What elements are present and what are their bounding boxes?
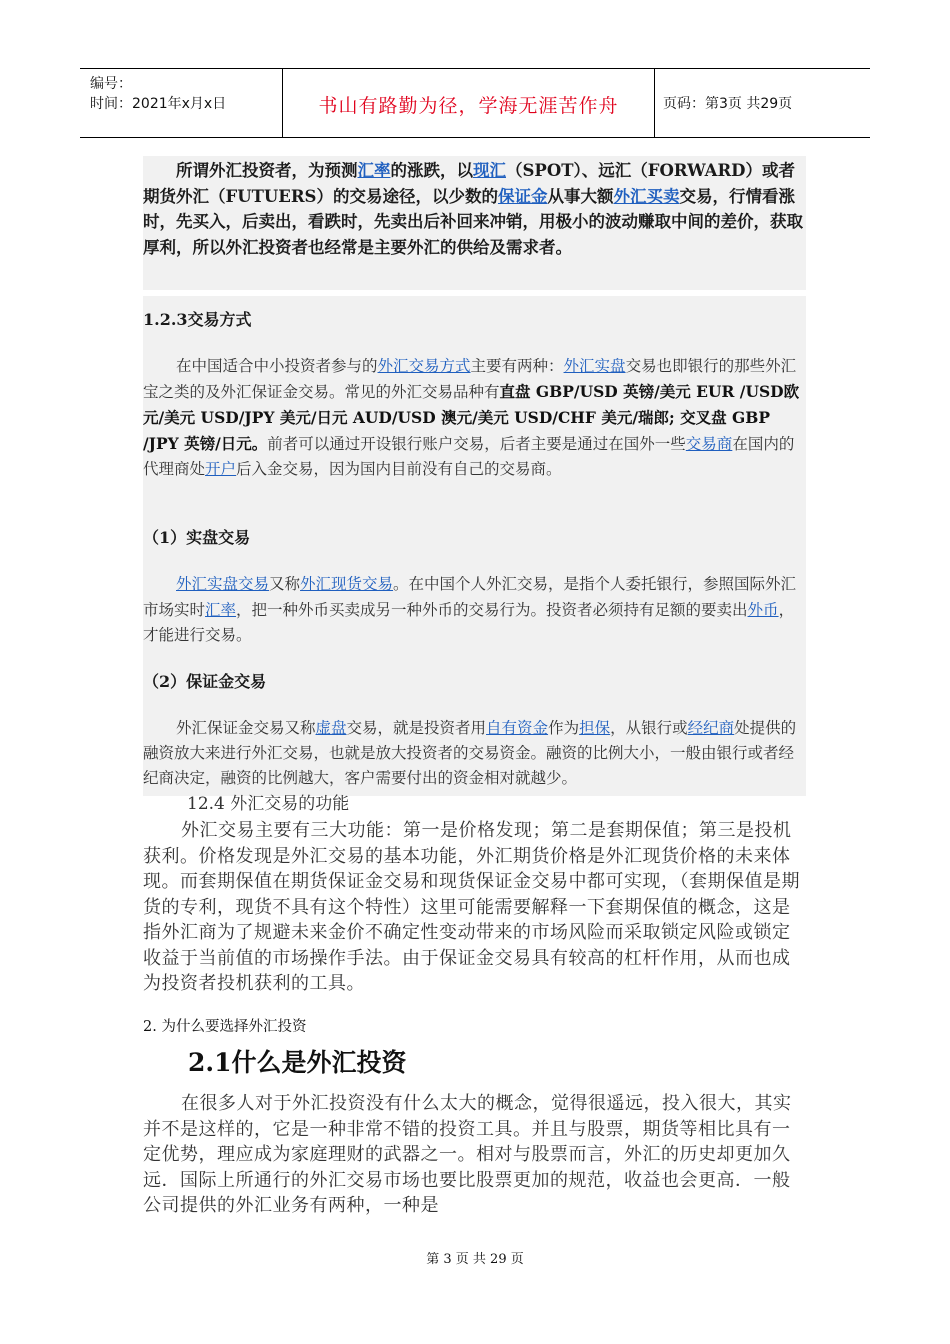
link-virtual-trade[interactable]: 虚盘 <box>315 719 347 737</box>
text-run: 。在中国个人外汇交易，是指个人委托银行，参照国际外汇市场实时 <box>143 575 797 619</box>
text-run: 交易，就是投资者用 <box>346 719 487 737</box>
text-run: 又称 <box>269 575 301 593</box>
link-broker[interactable]: 经纪商 <box>687 719 735 737</box>
header-page-cell <box>655 69 870 137</box>
link-forex-cash-trade[interactable]: 外汇现货交易 <box>300 575 394 593</box>
text-run: 作为 <box>548 719 580 737</box>
text-run: 处提供的融资放大来进行外汇交易，也就是放大投资者的交易资金。融资的比例大小，一般由银行或者经纪商决定，融资的比例越大，客户需要付出的资金相对就越少。 <box>143 719 797 787</box>
link-forex-spot[interactable]: 外汇实盘 <box>563 357 626 375</box>
link-exchange-rate[interactable]: 汇率 <box>357 161 391 180</box>
link-forex-trading[interactable]: 外汇买卖 <box>613 186 680 206</box>
text-run: 从事大额 <box>547 186 614 206</box>
section-heading-spot-trade: （1）实盘交易 <box>143 528 251 547</box>
section-heading-margin-trade: （2）保证金交易 <box>143 672 267 691</box>
header-meta-cell <box>80 69 283 137</box>
chapter-heading-why-forex: 2. 为什么要选择外汇投资 <box>143 1019 307 1035</box>
page-header <box>80 68 870 138</box>
section-heading-what-is-forex: 2.1什么是外汇投资 <box>188 1048 407 1077</box>
text-run: （SPOT）、远汇（FORWARD）或者期货外汇（FUTUERS）的交易途径，以少数的 <box>143 161 795 206</box>
link-dealer[interactable]: 交易商 <box>685 435 733 453</box>
what-is-forex-paragraph: 在很多人对于外汇投资没有什么太大的概念，觉得很遥远，投入很大，其实并不是这样的，它是一种非常不错的投资工具。并且与股票，期货等相比具有一定优势，理应成为家庭理财的武器之一。相对与股票而言，外汇的历史却更加久远．国际上所通行的外汇交易市场也要比股票更加的规范，收益也会更高．一般公司提供的外汇业务有两种，一种是 <box>143 1093 792 1216</box>
link-spot-exchange[interactable]: 现汇 <box>473 161 506 180</box>
text-run: ，才能进行交易。 <box>143 600 795 644</box>
section-heading-functions: 12.4 外汇交易的功能 <box>187 794 350 814</box>
header-motto: 书山有路勤为径，学海无涯苦作舟 <box>318 95 619 117</box>
spot-trade-paragraph <box>143 572 808 649</box>
functions-paragraph: 外汇交易主要有三大功能：第一是价格发现；第二是套期保值；第三是投机获利。价格发现是外汇交易的基本功能，外汇期货价格是外汇现货价格的未来体现。而套期保值在期货保证金交易和现货保证金交易中都可实现，（套期保值是期货的专利，现货不具有这个特性）这里可能需要解释一下套期保值的概念，这是指外汇商为了规避未来金价不确定性变动带来的市场风险而采取锁定风险或锁定收益于当前值的市场操作手法。由于保证金交易具有较高的杠杆作用，从而也成为投资者投机获利的工具。 <box>143 820 800 994</box>
header-motto-cell <box>283 69 655 137</box>
document-date-label: 时间：2021年x月x日 <box>90 96 227 112</box>
link-own-funds[interactable]: 自有资金 <box>486 719 549 737</box>
text-run: 主要有两种： <box>470 357 564 375</box>
link-margin[interactable]: 保证金 <box>497 186 548 206</box>
page-footer: 第 3 页 共 29 页 <box>426 1252 524 1267</box>
text-run: 在国内的代理商处 <box>143 435 795 478</box>
text-run: 交易也即银行的那些外汇宝之类的及外汇保证金交易。常见的外汇交易品种有 <box>143 357 797 401</box>
text-run: ，把一种外币买卖成另一种外币的交易行为。投资者必须持有足额的要卖出 <box>236 600 748 619</box>
trade-method-paragraph <box>143 354 808 482</box>
intro-paragraph <box>143 158 808 260</box>
text-run: 前者可以通过开设银行账户交易，后者主要是通过在国外一些 <box>267 435 686 453</box>
text-run: 的涨跌，以 <box>390 161 473 180</box>
link-open-account[interactable]: 开户 <box>205 460 237 478</box>
link-forex-spot-trade[interactable]: 外汇实盘交易 <box>176 575 270 593</box>
text-run: ，从银行或 <box>610 719 688 737</box>
section-heading-trade-method: 1.2.3交易方式 <box>143 310 252 329</box>
text-run: 在中国适合中小投资者参与的 <box>176 357 378 375</box>
text-run: 所谓外汇投资者，为预测 <box>176 161 358 180</box>
margin-trade-paragraph <box>143 716 808 791</box>
currency-pairs-text: 直盘 GBP/USD 英镑/美元 EUR /USD欧元/美元 USD/JPY 美元/日元 AUD/USD 澳元/美元 USD/CHF 美元/瑞郎; 交叉盘 GBP /JPY 英镑/日元。 <box>143 382 800 453</box>
link-exchange-rate[interactable]: 汇率 <box>205 600 237 619</box>
document-number-label: 编号： <box>90 76 132 92</box>
link-foreign-currency[interactable]: 外币 <box>747 600 779 619</box>
link-forex-trade-method[interactable]: 外汇交易方式 <box>377 357 471 375</box>
link-guarantee[interactable]: 担保 <box>579 719 611 737</box>
text-run: 外汇保证金交易又称 <box>176 719 316 737</box>
text-run: 后入金交易，因为国内目前没有自己的交易商。 <box>236 460 562 478</box>
header-page-info: 页码：第3页 共29页 <box>663 96 793 112</box>
text-run: 交易，行情看涨时，先买入，后卖出，看跌时，先卖出后补回来冲销，用极小的波动赚取中间的差价，获取厚利，所以外汇投资者也经常是主要外汇的供给及需求者。 <box>143 186 803 257</box>
